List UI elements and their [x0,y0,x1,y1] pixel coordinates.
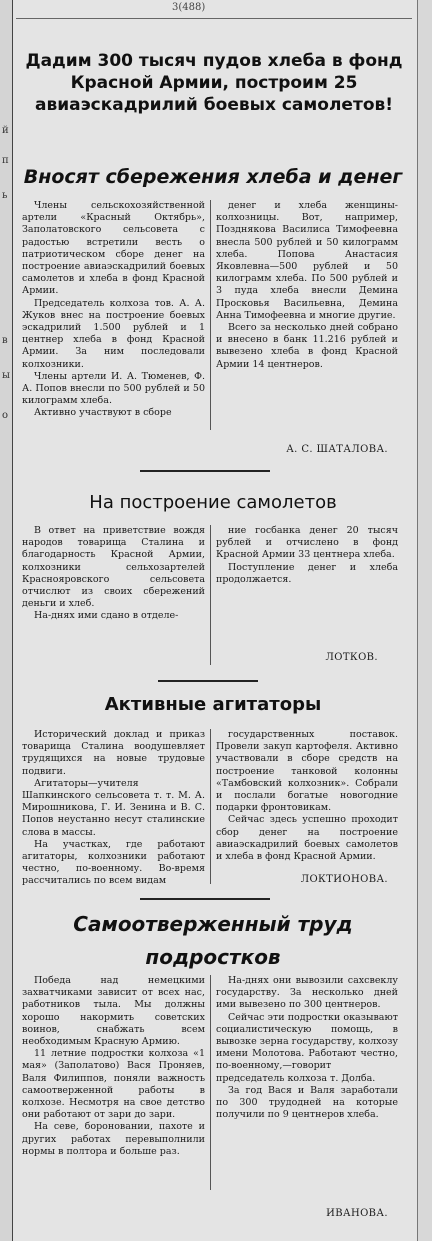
paragraph: На участках, где работают агитаторы, колхозники работают честно, по-военному. Во-время рассчитались по всем видам [22,838,205,887]
article-3-title: Активные агитаторы [104,694,322,715]
main-headline: Дадим 300 тысяч пудов хлеба в фонд Красной Армии, построим 25 авиаэскадрилий боевых самолетов! [25,51,403,115]
article-1-left-column [22,200,205,420]
paragraph: Члены сельскохозяйственной артели «Красный Октябрь», Заполатовского сельсовета с радостью встретили весть о патриотическом сборе денег на построение авиаэскадрилий боевых самолетов и хлеба в фонд Красной Армии. [22,200,205,297]
paragraph: На-днях они вывозили сахсвеклу государству. За несколько дней ими вывезено по 300 центнеров. [216,975,398,1011]
edge-mark: п [2,155,9,166]
article-4-title-line1: Самоотверженный труд [73,912,353,936]
article-3-signature: ЛОКТИОНОВА. [300,874,388,885]
edge-mark: о [2,410,9,421]
article-4-right-column [216,975,398,1121]
article-1-signature: А. С. ШАТАЛОВА. [286,444,388,455]
edge-mark: ы [2,370,10,381]
separator-rule [140,898,270,900]
paragraph: Всего за несколько дней собрано и внесено в банк 11.216 рублей и вывезено хлеба в фонд Красной Армии 14 центнеров. [216,322,398,370]
right-page-strip [417,0,432,1241]
top-rule [16,18,412,19]
paragraph: В ответ на приветствие вождя народов товарища Сталина и благодарность Красной Армии, колхозники сельхозартелей Краснояровского сельсовета отчислют из своих сбережений деньги и хлеб. [22,525,205,610]
edge-mark: й [2,125,9,136]
separator-rule [140,470,270,472]
paragraph: Агитаторы—учителя Шапкинского сельсовета т. т. М. А. Мирошникова, Г. И. Зенина и В. С. Попов неустанно несут сталинские слова в массы. [22,777,205,838]
paragraph: Активно участвуют в сборе [34,407,172,419]
column-divider [210,975,211,1190]
article-1-title: Вносят сбережения хлеба и денег [23,166,403,188]
column-divider [210,729,211,884]
paragraph: Сейчас здесь успешно проходит сбор денег на построение авиаэскадрилий боевых самолетов и хлеба в фонд Красной Армии. [216,814,398,863]
paragraph: Победа над немецкими захватчиками зависит от всех нас, работников тыла. Мы должны хорошо накормить советских воинов, снабжать всем необходимым Красную Армию. [22,975,205,1048]
paragraph: На севе, бороновании, пахоте и других работах перевыполнили нормы в полтора и больше раз. [22,1121,205,1157]
paragraph: Члены артели И. А. Тюменев, Ф. А. Попов внесли по 500 рублей и 50 килограмм хлеба. [22,370,205,407]
paragraph: Сейчас эти подростки оказывают социалистическую помощь, в вывозке зерна государству, колхозу имени Молотова. Работают честно, по-военному,—говорит председатель колхоза т. Долба. [216,1011,398,1084]
article-4-title-line2: подростков [145,945,281,969]
article-3-left-column [22,729,205,888]
page-number: 3(488) [172,2,206,13]
separator-rule [158,680,258,682]
paragraph: государственных поставок. Провели закуп картофеля. Активно участвовали в сборе средств на построение танковой колонны «Тамбовский колхозник». Собрали и послали богатые новогодние подарки фронтовикам. [216,729,398,814]
paragraph: 11 летние подростки колхоза «1 мая» (Заполатово) Вася Проняев, Валя Филиппов, поняли важность самоотверженной работы в колхозе. Несмотря на свое детство они работают от зари до зари. [22,1048,205,1121]
paragraph: Поступление денег и хлеба продолжается. [216,561,398,585]
column-divider [210,525,211,665]
paragraph: Председатель колхоза тов. А. А. Жуков внес на построение боевых эскадрилий 1.500 рублей и 1 центнер хлеба в фонд Красной Армии. За ним последовали колхозники. [22,297,205,370]
paragraph: Исторический доклад и приказ товарища Сталина воодушевляет трудящихся на новые трудовые подвиги. [22,729,205,777]
article-2-right-column [216,525,398,586]
paragraph: На-днях ими сдано в отделе- [34,610,179,622]
article-2-signature: ЛОТКОВ. [325,652,378,663]
article-4-left-column [22,975,205,1158]
article-2-title: На построение самолетов [89,492,337,513]
edge-mark: ь [2,190,8,201]
edge-mark: в [2,335,8,346]
paragraph: ние госбанка денег 20 тысяч рублей и отчислено в фонд Красной Армии 33 центнера хлеба. [216,525,398,561]
column-divider [210,200,211,430]
article-3-right-column [216,729,398,863]
article-4-signature: ИВАНОВА. [326,1208,388,1219]
left-page-strip [0,0,13,1241]
paragraph: За год Вася и Валя заработали по 300 трудодней на которые получили по 9 центнеров хлеба. [216,1084,398,1121]
article-2-left-column [22,525,205,623]
paragraph: денег и хлеба женщины-колхозницы. Вот, например, Позднякова Василиса Тимофеевна внесла 500 рублей и 50 килограмм хлеба. Попова Анастасия Яковлевна—500 рублей и 50 килограмм хлеба. По 500 рублей и 3 пуда хлеба внесли Демина Просковья Васильевна, Демина Анна Тимофеевна и многие другие. [216,200,398,321]
article-1-right-column [216,200,398,371]
